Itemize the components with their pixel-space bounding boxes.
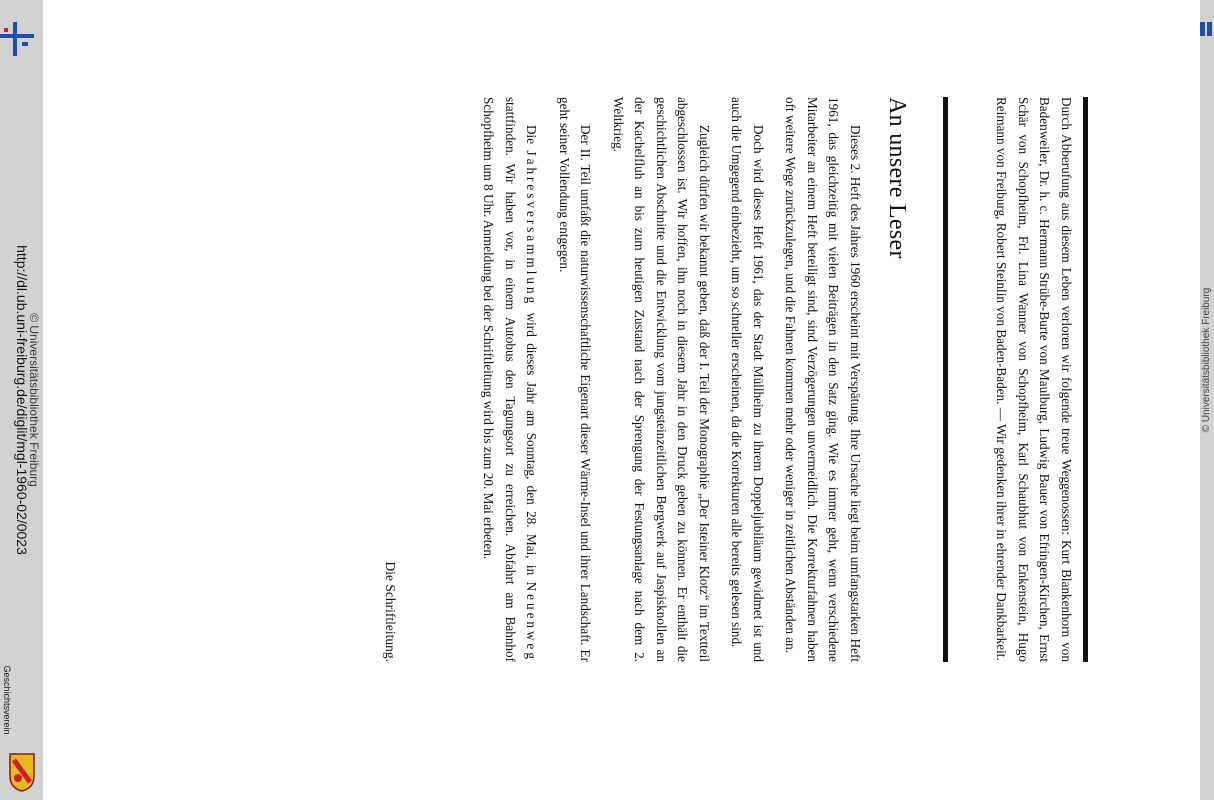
society-crest-icon bbox=[8, 752, 36, 792]
spaced-word: Jahresversammlung bbox=[524, 150, 540, 307]
spaced-word: Neuenweg bbox=[524, 581, 540, 662]
meeting-text: stattfinden. Wir haben vor, in einem Autobus den Tagungsort zu erreichen. Abfahrt am Bahnhof Schopfheim um 8 Uhr. Anmeldung bei der Schriftleitung wird bis zum 20. Mai erbeten. bbox=[481, 97, 518, 662]
copyright-notice: © Universitätsbibliothek Freiburg bbox=[27, 313, 41, 487]
meeting-text: Die bbox=[524, 125, 540, 151]
university-library-logo-icon bbox=[0, 22, 34, 56]
page-title: An unsere Leser bbox=[884, 97, 910, 259]
rotated-document-page bbox=[198, 97, 1088, 662]
meeting-text: wird dieses Jahr am Sonntag, den 28. Mai, in bbox=[524, 306, 540, 582]
top-rule bbox=[1083, 97, 1088, 662]
university-library-logo-icon-right bbox=[1200, 22, 1214, 56]
paragraph: Der II. Teil umfaßt die naturwissenschaftliche Eigenart dieser Wärme-Insel und ihrer Landschaft. Er geht seiner Vollendung entgegen. bbox=[557, 97, 594, 662]
right-copyright-label: © Universitätsbibliothek Freiburg bbox=[1201, 287, 1213, 433]
society-label: Geschichtsverein bbox=[2, 665, 12, 735]
paragraph: Zugleich dürfen wir bekannt geben, daß der I. Teil der Monographie „Der Isteiner Klotz“ im Textteil abgeschlossen ist. Wir hoffen, ihn noch in diesem Jahr in den Druck geben zu können. Er enthält die geschichtlichen Abschnitte und die Entwicklung vom jungsteinzeitlichen Bergwerk auf Jaspisknollen an der Kachelfluh an bis zum heutigen Zustand nach der Sprengung der Festungsanlage nach dem 2. Weltkrieg. bbox=[611, 97, 712, 662]
memorial-paragraph: Durch Abberufung aus diesem Leben verloren wir folgende treue Weggenossen: Kurt Blankenhorn von Badenweiler, Dr. h. c. Hermann Strübe-Burte von Maulburg, Ludwig Bauer von Efringen-Kirchen, Ernst Schär von Schopfheim, Frl. Lina Wanner von Schopfheim, Karl Schaubhut von Enkenstein, Hugo Reimann von Freiburg, Robert Steinlin von Baden-Baden. — Wir gedenken ihrer in ehrender Dankbarkeit. bbox=[994, 97, 1074, 662]
signature: Die Schriftleitung. bbox=[383, 561, 398, 662]
meeting-paragraph bbox=[478, 97, 543, 662]
middle-rule bbox=[943, 97, 948, 662]
letter-body bbox=[472, 97, 866, 662]
paragraph: Dieses 2. Heft des Jahres 1960 erscheint mit Verspätung. Ihre Ursache liegt beim umfangstarken Heft 1961, das gleichzeitig mit vielen Beiträgen in den Satz ging. Wie es immer geht, wenn verschiedene Mitarbeiter an einem Heft beteiligt sind, sind Verzögerungen unvermeidlich. Die Korrekturfahnen haben oft weitere Wege zurückzulegen, und die Fahnen kommen mehr oder weniger in zeitlichen Abständen an. bbox=[783, 97, 863, 662]
paragraph: Doch wird dieses Heft 1961, das der Stadt Müllheim zu ihrem Doppeljubiläum gewidmet ist und auch die Umgegend einbezieht, um so schneller erscheinen, da die Korrekturen alle bereits gelesen sind. bbox=[729, 97, 766, 662]
document-url[interactable]: http://dl.ub.uni-freiburg.de/diglit/mgl-1960-02/0023 bbox=[14, 245, 30, 555]
